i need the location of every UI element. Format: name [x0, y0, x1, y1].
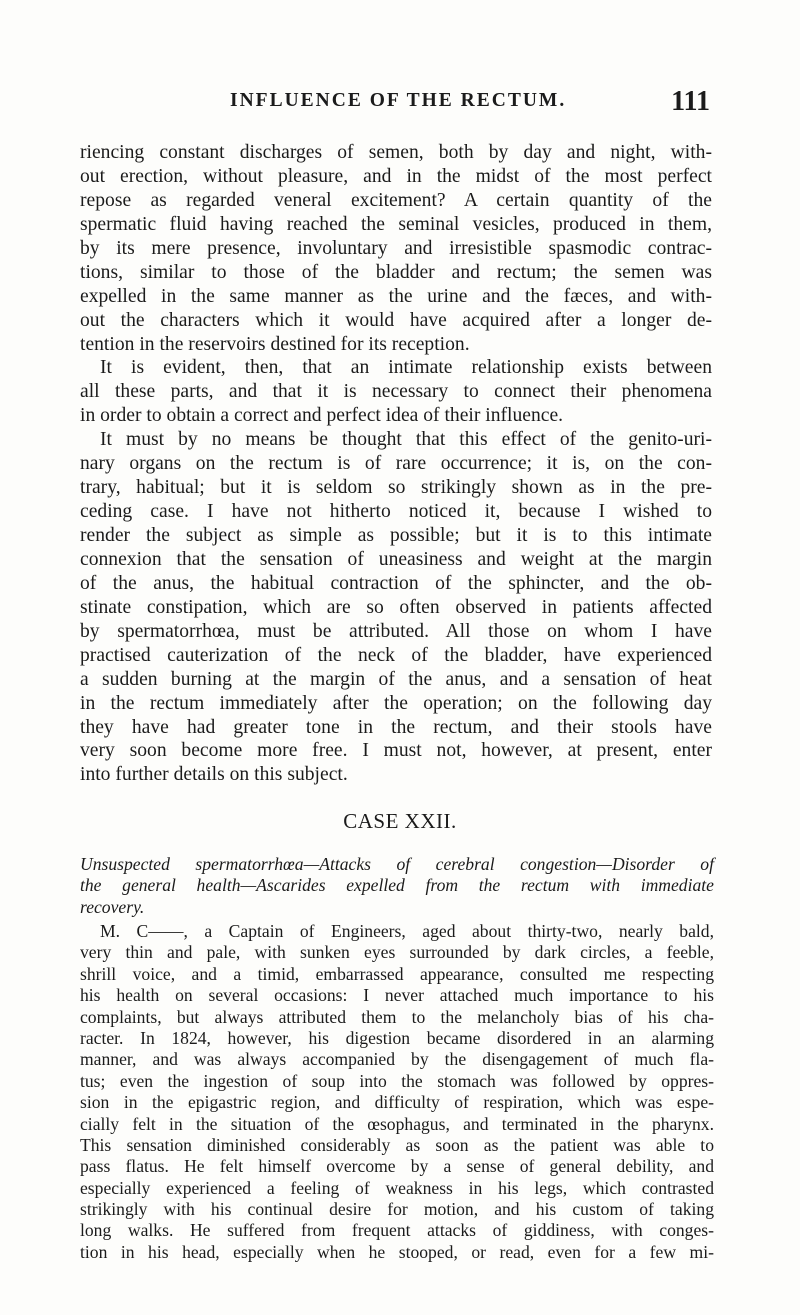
case-body-line: strikingly with his continual desire for motion, and his custom of taking: [80, 1199, 714, 1220]
case-heading: CASE XXII.: [343, 809, 457, 833]
text-line: stinate constipation, which are so often observed in patients affected: [80, 596, 712, 618]
case-body-line: tus; even the ingestion of soup into the stomach was followed by oppres-: [80, 1070, 714, 1091]
text-line: by spermatorrhœa, must be attributed. All those on whom I have: [80, 620, 712, 642]
text-line: ceding case. I have not hitherto noticed it, because I wished to: [80, 501, 712, 523]
case-body-line: sion in the epigastric region, and difficulty of respiration, which was espe-: [80, 1092, 714, 1113]
text-line: out the characters which it would have acquired after a longer de-: [80, 309, 712, 331]
case-body-line: manner, and was always accompanied by the disengagement of much fla-: [80, 1049, 714, 1070]
case-body-line: especially experienced a feeling of weakness in his legs, which contrasted: [80, 1177, 714, 1198]
text-line: render the subject as simple as possible; but it is to this intimate: [80, 525, 712, 546]
text-line: in the rectum immediately after the operation; on the following day: [80, 692, 712, 714]
case-body: [80, 921, 714, 1263]
text-line: very soon become more free. I must not, however, at present, enter: [80, 740, 712, 762]
text-line: practised cauterization of the neck of the bladder, have experienced: [80, 644, 712, 666]
case-body-line: shrill voice, and a timid, embarrassed appearance, consulted me respecting: [80, 963, 714, 984]
text-line: in order to obtain a correct and perfect idea of their influence.: [80, 405, 564, 427]
page-number: 111: [671, 86, 710, 117]
text-line: expelled in the same manner as the urine and the fæces, and with-: [80, 285, 712, 307]
case-body-line: cially felt in the situation of the œsophagus, and terminated in the pharynx.: [80, 1113, 714, 1134]
text-line: tention in the reservoirs destined for its reception.: [80, 333, 470, 355]
case-body-line: This sensation diminished considerably as soon as the patient was able to: [80, 1134, 714, 1155]
text-line: a sudden burning at the margin of the anus, and a sensation of heat: [80, 668, 712, 690]
case-body-line: complaints, but always attributed them to the melancholy bias of his cha-: [80, 1006, 714, 1027]
text-line: connexion that the sensation of uneasiness and weight at the margin: [80, 548, 712, 570]
text-line: they have had greater tone in the rectum, and their stools have: [80, 716, 712, 738]
text-line: spermatic fluid having reached the seminal vesicles, produced in them,: [80, 213, 712, 235]
case-title-line: recovery.: [80, 896, 145, 917]
paragraph-1: [80, 141, 712, 356]
text-line: repose as regarded veneral excitement? A certain quantity of the: [80, 189, 712, 211]
text-line: tions, similar to those of the bladder and rectum; the semen was: [80, 261, 712, 283]
text-line: all these parts, and that it is necessary to connect their phenomena: [80, 381, 712, 403]
text-line: nary organs on the rectum is of rare occurrence; it is, on the con-: [80, 453, 712, 475]
text-line: into further details on this subject.: [80, 764, 348, 786]
case-body-line: tion in his head, especially when he stooped, or read, even for a few mi-: [80, 1241, 714, 1262]
case-body-line: M. C——, a Captain of Engineers, aged about thirty-two, nearly bald,: [100, 921, 714, 941]
paragraph-2: [80, 356, 712, 428]
body-text: [80, 141, 712, 787]
paragraph-3: [80, 428, 712, 787]
text-line: of the anus, the habitual contraction of the sphincter, and the ob-: [80, 572, 712, 594]
case-body-line: his health on several occasions: I never attached much importance to his: [80, 985, 714, 1006]
case-title-line: Unsuspected spermatorrhœa—Attacks of cerebral congestion—Disorder of: [80, 854, 714, 874]
running-title: INFLUENCE OF THE RECTUM.: [230, 90, 567, 111]
case-title: [80, 854, 714, 918]
text-line: It must by no means be thought that this effect of the genito-uri-: [100, 429, 712, 451]
case-body-line: racter. In 1824, however, his digestion became disordered in an alarming: [80, 1027, 714, 1048]
case-title-line: the general health—Ascarides expelled from the rectum with immediate: [80, 875, 714, 896]
text-line: by its mere presence, involuntary and irresistible spasmodic contrac-: [80, 237, 712, 259]
text-line: It is evident, then, that an intimate relationship exists between: [100, 357, 712, 379]
case-body-line: very thin and pale, with sunken eyes surrounded by dark circles, a feeble,: [80, 942, 714, 963]
text-line: riencing constant discharges of semen, both by day and night, with-: [80, 142, 712, 163]
case-body-line: long walks. He suffered from frequent attacks of giddiness, with conges-: [80, 1220, 714, 1241]
running-head: [230, 86, 710, 122]
text-line: trary, habitual; but it is seldom so strikingly shown as in the pre-: [80, 477, 712, 499]
text-line: out erection, without pleasure, and in the midst of the most perfect: [80, 165, 712, 187]
case-body-line: pass flatus. He felt himself overcome by a sense of general debility, and: [80, 1156, 714, 1177]
